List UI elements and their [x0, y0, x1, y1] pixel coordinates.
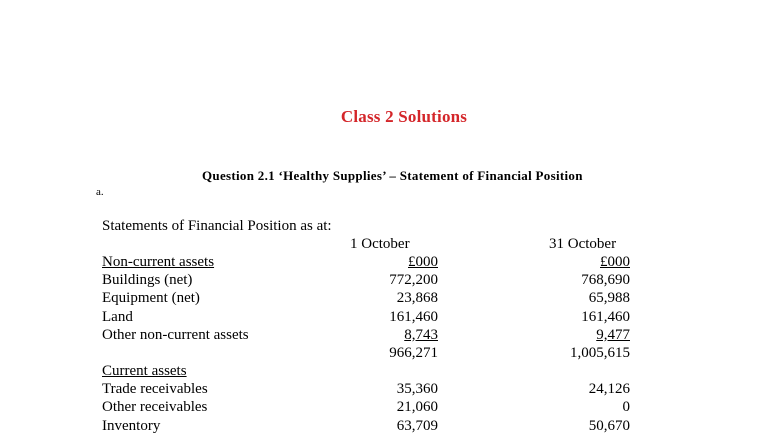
table-row — [0, 399, 784, 417]
row-value-1oct: 8,743 — [404, 327, 438, 343]
col2-currency: £000 — [600, 254, 630, 270]
row-value-1oct: 21,060 — [396, 399, 438, 415]
row-value-1oct: 23,868 — [396, 290, 438, 306]
table-row — [0, 418, 784, 436]
subtotal-row — [0, 345, 784, 363]
table-row — [0, 381, 784, 399]
row-value-31oct: 9,477 — [596, 327, 630, 343]
section-header-row — [0, 254, 784, 272]
row-value-31oct: 768,690 — [581, 272, 630, 288]
row-label: Buildings (net) — [102, 272, 193, 288]
row-value-1oct: 35,360 — [396, 381, 438, 397]
row-value-31oct: 24,126 — [588, 381, 630, 397]
col1-currency: £000 — [408, 254, 438, 270]
col1-date: 1 October — [350, 236, 410, 252]
row-value-1oct: 63,709 — [396, 418, 438, 434]
row-value-31oct: 50,670 — [588, 418, 630, 434]
page-title: Class 2 Solutions — [340, 107, 468, 126]
table-row — [0, 290, 784, 308]
question-heading: Question 2.1 ‘Healthy Supplies’ – Statement of Financial Position — [202, 168, 583, 183]
row-value-31oct: 161,460 — [581, 309, 630, 325]
row-value-1oct: 772,200 — [389, 272, 438, 288]
table-row — [0, 309, 784, 327]
row-value-31oct: 0 — [622, 399, 630, 415]
row-label: Other non-current assets — [102, 327, 249, 343]
noncurrent-assets-title: Non-current assets — [102, 254, 215, 270]
part-label: a. — [96, 186, 104, 198]
col2-date: 31 October — [549, 236, 617, 252]
row-label: Equipment (net) — [102, 290, 200, 306]
table-row — [0, 272, 784, 290]
date-header-row — [0, 236, 784, 254]
section-header-row — [0, 363, 784, 381]
row-value-31oct: 65,988 — [588, 290, 630, 306]
statement-heading: Statements of Financial Position as at: — [102, 218, 332, 234]
subtotal-31oct: 1,005,615 — [570, 345, 630, 361]
subtotal-1oct: 966,271 — [389, 345, 438, 361]
row-label: Inventory — [102, 418, 161, 434]
row-label: Land — [102, 309, 133, 325]
row-value-1oct: 161,460 — [389, 309, 438, 325]
row-label: Other receivables — [102, 399, 208, 415]
current-assets-title: Current assets — [102, 363, 187, 379]
row-label: Trade receivables — [102, 381, 208, 397]
table-row — [0, 327, 784, 345]
